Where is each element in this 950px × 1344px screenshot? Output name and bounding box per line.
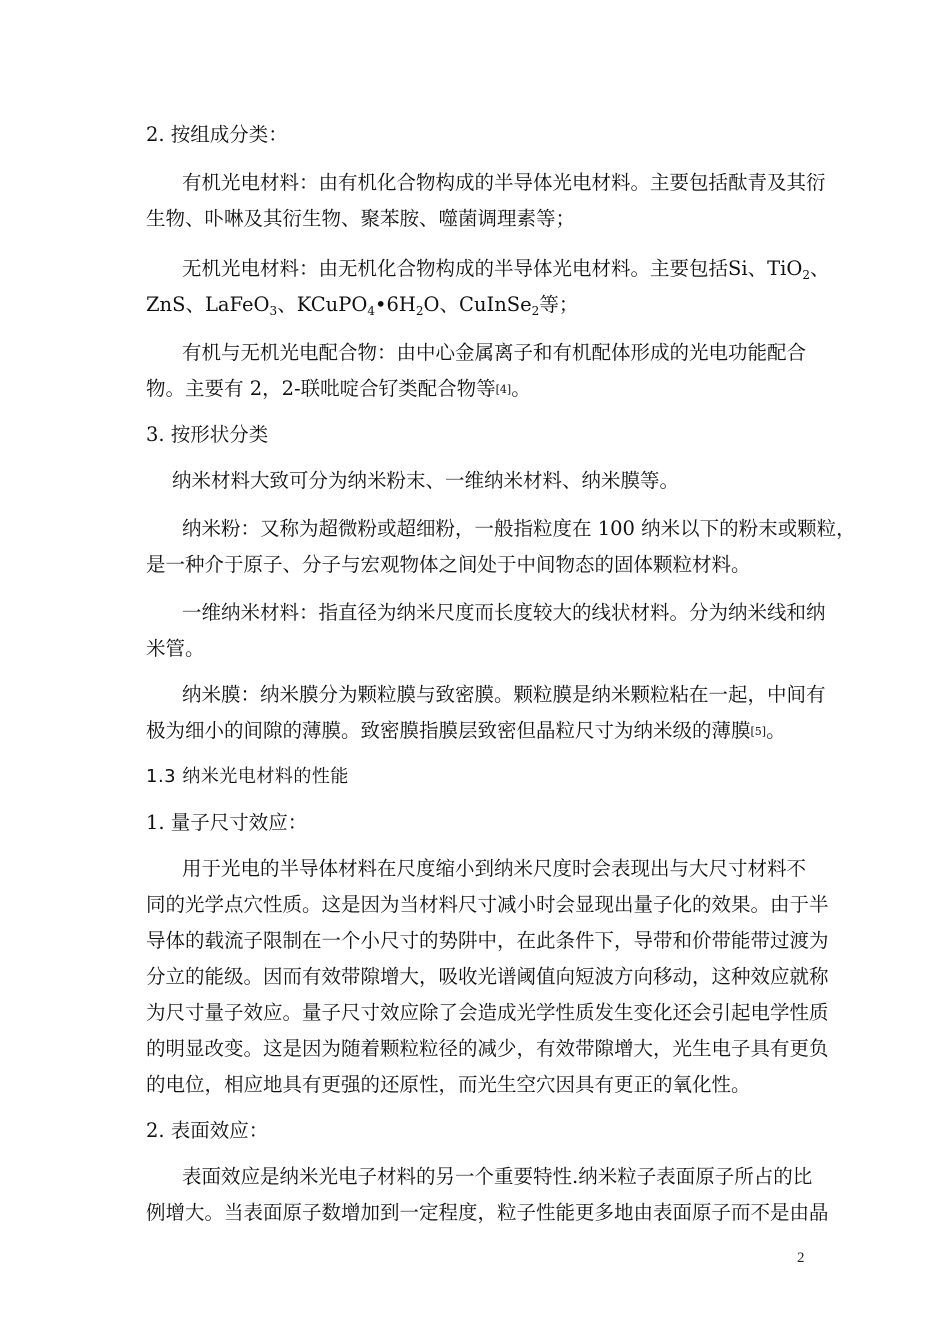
paragraph-inorganic-line-2: ZnS、LaFeO$_3$、$KCuPO_4•6H_2O$、CuInSe$_2$等； xyxy=(146,293,579,318)
paragraph-onedim-line-1: 一维纳米材料：指直径为纳米尺度而长度较大的线状材料。分为纳米线和纳 xyxy=(182,601,826,624)
paragraph-quantum-line-4: 分立的能级。因而有效带隙增大，吸收光谱阈值向短波方向移动，这种效应就称 xyxy=(146,965,829,988)
paragraph-complex-line-1: 有机与无机光电配合物：由中心金属离子和有机配体形成的光电功能配合 xyxy=(182,341,807,364)
paragraph-film-line-2: 极为细小的间隙的薄膜。致密膜指膜层致密但晶粒尺寸为纳米级的薄膜[5]。 xyxy=(146,719,786,742)
citation-5: [5] xyxy=(750,725,767,738)
paragraph-film-line-1: 纳米膜：纳米膜分为颗粒膜与致密膜。颗粒膜是纳米颗粒粘在一起，中间有 xyxy=(182,683,826,706)
paragraph-quantum-line-2: 同的光学点穴性质。这是因为当材料尺寸减小时会显现出量子化的效果。由于半 xyxy=(146,893,829,916)
page-number: 2 xyxy=(797,1250,805,1266)
subheading-surface-effect: 2. 表面效应： xyxy=(146,1119,269,1142)
paragraph-powder-line-2: 是一种介于原子、分子与宏观物体之间处于中间物态的固体颗粒材料。 xyxy=(146,553,751,576)
paragraph-surface-line-1: 表面效应是纳米光电子材料的另一个重要特性.纳米粒子表面原子所占的比 xyxy=(182,1165,813,1188)
paragraph-shape-intro: 纳米材料大致可分为纳米粉末、一维纳米材料、纳米膜等。 xyxy=(172,469,680,492)
subheading-quantum-size: 1. 量子尺寸效应： xyxy=(146,811,308,834)
paragraph-quantum-line-1: 用于光电的半导体材料在尺度缩小到纳米尺度时会表现出与大尺寸材料不 xyxy=(182,857,807,880)
paragraph-quantum-line-5: 为尺寸量子效应。量子尺寸效应除了会造成光学性质发生变化还会引起电学性质 xyxy=(146,1001,829,1024)
paragraph-organic-line-1: 有机光电材料：由有机化合物构成的半导体光电材料。主要包括酞青及其衍 xyxy=(182,171,826,194)
paragraph-organic-line-2: 生物、卟啉及其衍生物、聚苯胺、噬菌调理素等； xyxy=(146,207,576,230)
paragraph-surface-line-2: 例增大。当表面原子数增加到一定程度，粒子性能更多地由表面原子而不是由晶 xyxy=(146,1201,829,1224)
paragraph-onedim-line-2: 米管。 xyxy=(146,637,205,660)
paragraph-quantum-line-7: 的电位，相应地具有更强的还原性，而光生空穴因具有更正的氧化性。 xyxy=(146,1073,751,1096)
section-heading-composition: 2. 按组成分类： xyxy=(146,123,288,146)
paragraph-complex-line-2: 物。主要有 2，2-联吡啶合钌类配合物等[4]。 xyxy=(146,377,531,400)
citation-4: [4] xyxy=(495,383,512,396)
section-heading-1-3: 1.3 纳米光电材料的性能 xyxy=(146,766,349,787)
paragraph-quantum-line-6: 的明显改变。这是因为随着颗粒粒径的减少，有效带隙增大，光生电子具有更负 xyxy=(146,1037,829,1060)
paragraph-powder-line-1: 纳米粉：又称为超微粉或超细粉，一般指粒度在 100 纳米以下的粉末或颗粒， xyxy=(182,517,856,540)
paragraph-quantum-line-3: 导体的载流子限制在一个小尺寸的势阱中，在此条件下，导带和价带能带过渡为 xyxy=(146,929,829,952)
paragraph-inorganic-line-1: 无机光电材料：由无机化合物构成的半导体光电材料。主要包括Si、TiO$_2$、 xyxy=(182,257,830,282)
section-heading-shape: 3. 按形状分类 xyxy=(146,423,269,446)
